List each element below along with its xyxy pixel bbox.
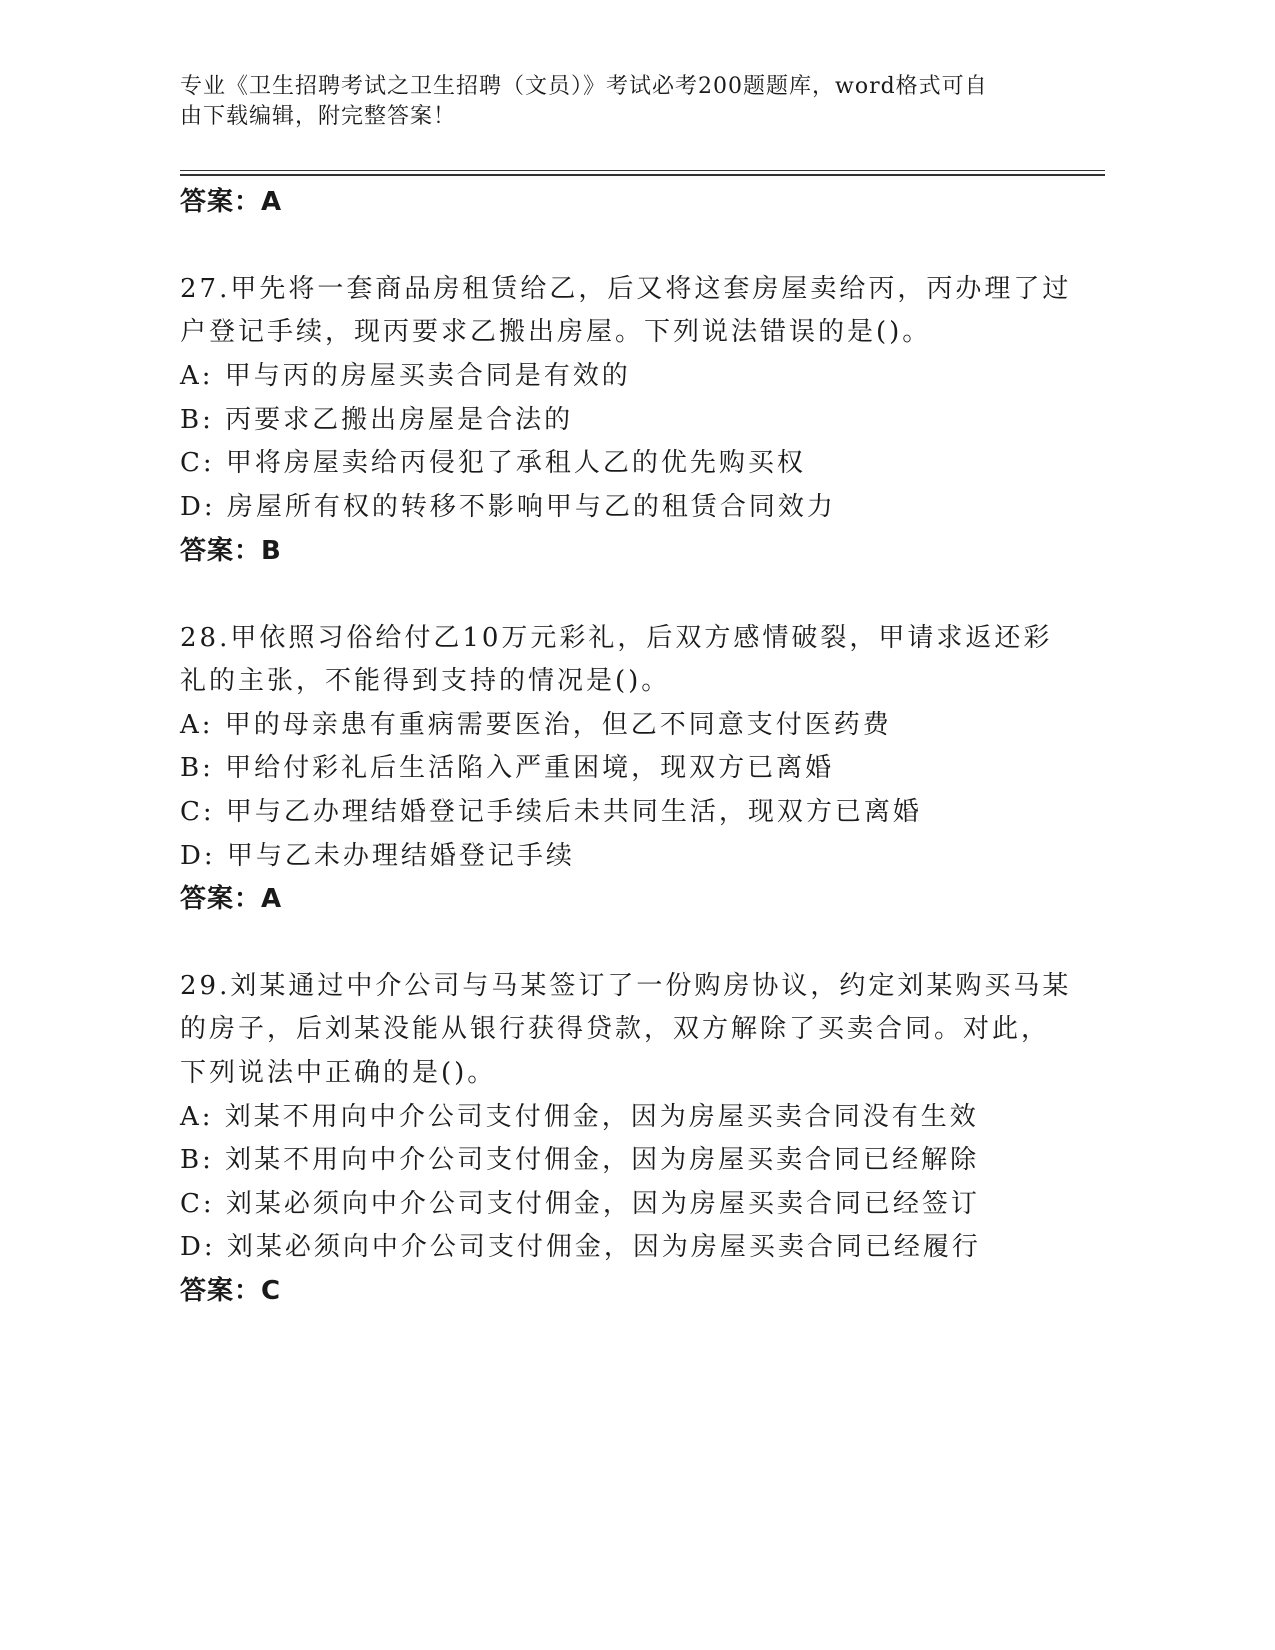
question-28-option-c: C: 甲与乙办理结婚登记手续后未共同生活，现双方已离婚 [180,797,922,827]
question-28-answer: 答案：A [180,884,283,914]
previous-answer: 答案：A [180,187,283,217]
question-27-option-a: A: 甲与丙的房屋买卖合同是有效的 [180,361,631,391]
question-27-option-b: B: 丙要求乙搬出房屋是合法的 [180,405,574,435]
question-28-option-b: B: 甲给付彩礼后生活陷入严重困境，现双方已离婚 [180,753,835,783]
question-27-stem-line-1: 27.甲先将一套商品房租赁给乙，后又将这套房屋卖给丙，丙办理了过 [180,274,1072,304]
question-27-answer: 答案：B [180,536,282,566]
question-29-answer: 答案：C [180,1276,282,1306]
header-divider [180,170,1105,176]
question-29-option-c: C: 刘某必须向中介公司支付佣金，因为房屋买卖合同已经签订 [180,1189,980,1219]
question-29-stem-line-1: 29.刘某通过中介公司与马某签订了一份购房协议，约定刘某购买马某 [180,971,1072,1001]
question-28-option-a: A: 甲的母亲患有重病需要医治，但乙不同意支付医药费 [180,710,892,740]
page-header [180,72,1060,132]
question-29-option-d: D: 刘某必须向中介公司支付佣金，因为房屋买卖合同已经履行 [180,1232,981,1262]
question-28-stem-line-2: 礼的主张，不能得到支持的情况是()。 [180,666,671,696]
question-29-option-a: A: 刘某不用向中介公司支付佣金，因为房屋买卖合同没有生效 [180,1102,979,1132]
question-29-stem-line-3: 下列说法中正确的是()。 [180,1058,497,1088]
header-line-1: 专业《卫生招聘考试之卫生招聘（文员）》考试必考200题题库，word格式可自 [180,74,988,99]
question-27-option-d: D: 房屋所有权的转移不影响甲与乙的租赁合同效力 [180,492,836,522]
question-27-stem-line-2: 户登记手续，现丙要求乙搬出房屋。下列说法错误的是()。 [180,317,932,347]
question-28-stem-line-1: 28.甲依照习俗给付乙10万元彩礼，后双方感情破裂，甲请求返还彩 [180,623,1053,653]
question-27-option-c: C: 甲将房屋卖给丙侵犯了承租人乙的优先购买权 [180,448,806,478]
question-29-option-b: B: 刘某不用向中介公司支付佣金，因为房屋买卖合同已经解除 [180,1145,980,1175]
header-line-2: 由下载编辑，附完整答案！ [180,104,457,129]
question-29-stem-line-2: 的房子，后刘某没能从银行获得贷款，双方解除了买卖合同。对此， [180,1014,1051,1044]
question-28-option-d: D: 甲与乙未办理结婚登记手续 [180,841,575,871]
